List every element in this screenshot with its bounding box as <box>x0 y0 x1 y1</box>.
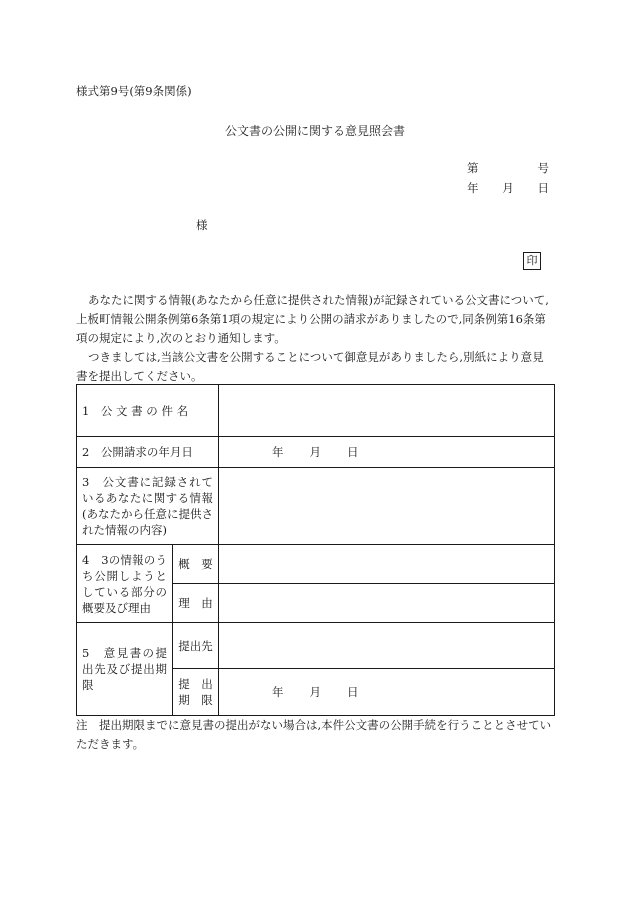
number-suffix: 号 <box>537 161 549 175</box>
recorded-info-value <box>219 468 555 545</box>
submit-to-label: 提出先 <box>173 623 219 669</box>
document-name-label: 1 公 文 書 の 件 名 <box>77 385 219 437</box>
table-row <box>77 545 555 584</box>
submit-to-value <box>219 623 555 669</box>
deadline-value: 年 月 日 <box>219 669 555 716</box>
inquiry-table <box>76 384 555 716</box>
footnote: 注 提出期限までに意見書の提出がない場合は,本件公文書の公開手続を行うこととさせていただきます。 <box>76 718 552 751</box>
seal-mark: 印 <box>523 252 541 270</box>
document-name-value <box>219 385 555 437</box>
disclosure-part-label: 4 3の情報のうち公開しようとしている部分の概要及び理由 <box>77 545 173 623</box>
table-row <box>77 468 555 545</box>
table-row <box>77 623 555 669</box>
day-label: 日 <box>537 181 549 195</box>
form-number: 様式第9号(第9条関係) <box>76 84 192 98</box>
request-date-label: 2 公開請求の年月日 <box>77 437 219 468</box>
table-row <box>77 437 555 468</box>
request-date-value: 年 月 日 <box>219 437 555 468</box>
issue-date-line <box>467 180 549 196</box>
body-paragraph-2: つきましては,当該公文書を公開することについて御意見がありましたら,別紙により意見書を提出してください。 <box>76 350 544 383</box>
document-number-line <box>467 160 549 176</box>
addressee-suffix: 様 <box>196 218 208 232</box>
recorded-info-label: 3 公文書に記録されているあなたに関する情報(あなたから任意に提供された情報の内容) <box>77 468 219 545</box>
table-row <box>77 385 555 437</box>
month-label: 月 <box>502 181 514 195</box>
deadline-label: 提 出 期 限 <box>173 669 219 716</box>
body-paragraph-1: あなたに関する情報(あなたから任意に提供された情報)が記録されている公文書について,上板町情報公開条例第6条第1項の規定により公開の請求がありましたので,同条例第16条第 項の規定により,次のとおり通知します。 <box>76 293 569 345</box>
reason-label: 理 由 <box>173 584 219 623</box>
submission-label: 5 意見書の提出先及び提出期限 <box>77 623 173 716</box>
reason-value <box>219 584 555 623</box>
document-title: 公文書の公開に関する意見照会書 <box>224 124 405 138</box>
year-label: 年 <box>467 181 479 195</box>
summary-label: 概 要 <box>173 545 219 584</box>
summary-value <box>219 545 555 584</box>
number-prefix: 第 <box>467 161 479 175</box>
